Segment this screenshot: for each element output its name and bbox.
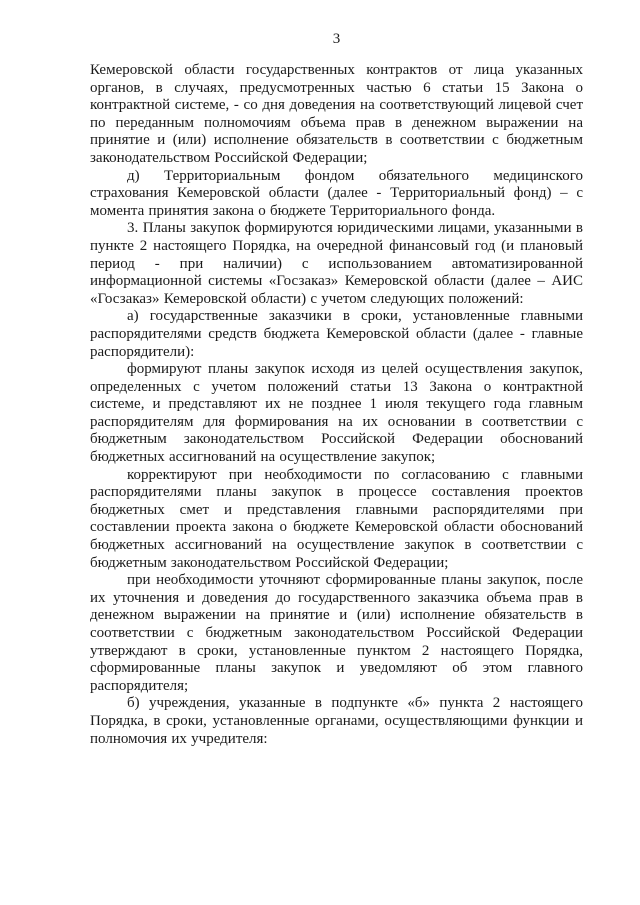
document-body [90,62,583,748]
paragraph: а) государственные заказчики в сроки, установленные главными распорядителями средств бюджета Кемеровской области (далее - главные распорядители): [90,308,583,360]
page-number: 3 [332,31,341,47]
paragraph: формируют планы закупок исходя из целей осуществления закупок, определенных с учетом положений статьи 13 Закона о контрактной системе, и представляют их не позднее 1 июля текущего года главным распорядителям для формирования на их основании в соответствии с бюджетным законодательством Российской Федерации обоснований бюджетных ассигнований на осуществление закупок; [90,361,583,466]
paragraph: Кемеровской области государственных контрактов от лица указанных органов, в случаях, предусмотренных частью 6 статьи 15 Закона о контрактной системе, - со дня доведения на соответствующий лицевой счет по переданным полномочиям объема прав в денежном выражении на принятие и (или) исполнение обязательств в соответствии с бюджетным законодательством Российской Федерации; [90,62,583,166]
paragraph: 3. Планы закупок формируются юридическими лицами, указанными в пункте 2 настоящего Порядка, на очередной финансовый год (и плановый период - при наличии) с использованием автоматизированной информационной системы «Госзаказ» Кемеровской области (далее – АИС «Госзаказ» Кемеровской области) с учетом следующих положений: [90,220,583,307]
paragraph: д) Территориальным фондом обязательного медицинского страхования Кемеровской области (далее - Территориальный фонд) – с момента принятия закона о бюджете Территориального фонда. [90,167,583,219]
paragraph: б) учреждения, указанные в подпункте «б» пункта 2 настоящего Порядка, в сроки, установленные органами, осуществляющими функции и полномочия их учредителя: [90,695,583,747]
paragraph: корректируют при необходимости по согласованию с главными распорядителями планы закупок в процессе составления проектов бюджетных смет и представления главными распорядителями при составлении проекта закона о бюджете Кемеровской области обоснований бюджетных ассигнований на осуществление закупок в соответствии с бюджетным законодательством Российской Федерации; [90,466,583,571]
paragraph: при необходимости уточняют сформированные планы закупок, после их уточнения и доведения до государственного заказчика объема прав в денежном выражении на принятие и (или) исполнение обязательств в соответствии с бюджетным законодательством Российской Федерации утверждают в сроки, установленные пунктом 2 настоящего Порядка, сформированные планы закупок и уведомляют об этом главного распорядителя; [90,572,583,694]
